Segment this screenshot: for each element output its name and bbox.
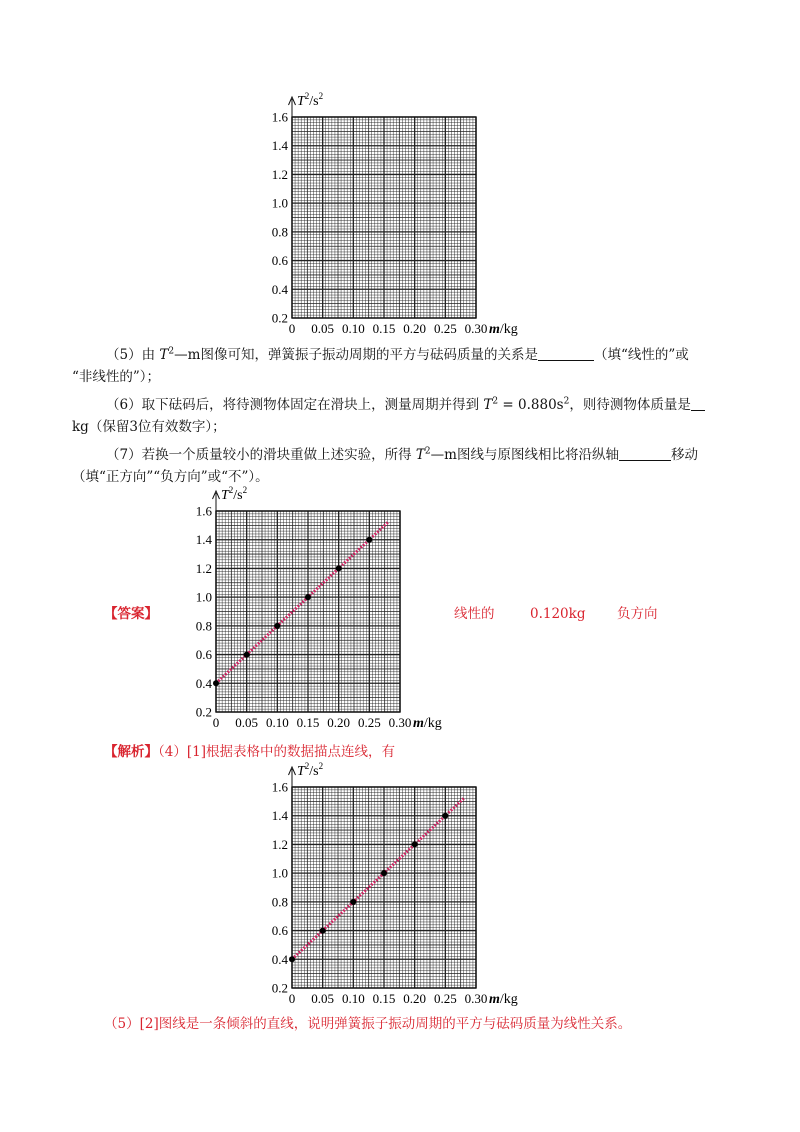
x-axis-label: m/kg — [489, 992, 518, 1007]
x-tick-label: 0.20 — [327, 715, 351, 730]
q6-value: = 0.880s — [498, 397, 564, 413]
analysis-line — [104, 742, 395, 762]
y-tick-label: 0.8 — [195, 618, 212, 634]
question-5-line-2 — [72, 367, 160, 387]
analysis-label: 【解析】 — [104, 744, 158, 760]
data-point — [336, 565, 342, 571]
q7-t-sup: 2 — [424, 446, 431, 457]
y-tick-label: 0.2 — [271, 980, 288, 996]
analysis-line-5: （5）[2]图线是一条倾斜的直线，说明弹簧振子振动周期的平方与砝码质量为线性关系。 — [104, 1016, 632, 1032]
q7-t-var: T — [415, 447, 425, 463]
graph-svg — [186, 485, 466, 731]
y-tick-label: 0.2 — [271, 310, 288, 326]
x-axis-label: m/kg — [489, 322, 518, 337]
y-tick-label: 1.4 — [271, 808, 288, 824]
q5-prefix: （5）由 — [106, 347, 160, 363]
x-tick-label: 0.15 — [372, 321, 396, 336]
q7-line2: （填“正方向”“负方向”或“不”）。 — [72, 469, 269, 485]
answer-3: 负方向 — [617, 606, 658, 622]
data-point — [213, 680, 219, 686]
question-7-line-2 — [72, 467, 269, 487]
y-tick-label: 1.0 — [195, 589, 212, 605]
graph-svg — [262, 91, 542, 337]
x-tick-label: 0.20 — [403, 321, 427, 336]
answer-2: 0.120kg — [530, 606, 586, 622]
y-axis-label: $T^2/s^2$ — [297, 91, 324, 109]
y-tick-label: 0.8 — [271, 224, 288, 240]
data-point — [274, 623, 280, 629]
q7-answer-blank[interactable] — [619, 446, 671, 461]
q7-prefix: （7）若换一个质量较小的滑块重做上述实验，所得 — [106, 447, 416, 463]
q6-t-sup: 2 — [492, 396, 499, 407]
data-point — [350, 899, 356, 905]
x-tick-label: 0.10 — [265, 715, 289, 730]
analysis-text: （4）[1]根据表格中的数据描点连线，有 — [158, 744, 395, 760]
x-tick-label: 0.25 — [357, 715, 381, 730]
y-tick-label: 1.6 — [271, 779, 288, 795]
x-tick-label: 0.15 — [372, 991, 396, 1006]
question-6-line-2 — [72, 417, 226, 437]
q6-t-var: T — [483, 397, 493, 413]
graph-analysis — [262, 761, 542, 1007]
x-tick-label: 0 — [288, 991, 296, 1006]
y-tick-label: 1.6 — [195, 503, 212, 519]
x-tick-label: 0.10 — [341, 321, 365, 336]
y-tick-label: 1.6 — [271, 109, 288, 125]
data-point — [442, 813, 448, 819]
q5-t-var: T — [159, 347, 169, 363]
x-tick-label: 0.25 — [433, 321, 457, 336]
y-tick-label: 1.2 — [271, 166, 288, 182]
q6-answer-blank[interactable] — [691, 396, 705, 411]
y-tick-label: 0.6 — [271, 253, 288, 269]
question-6-line-1 — [106, 395, 705, 415]
x-tick-label: 0.10 — [341, 991, 365, 1006]
answer-1: 线性的 — [454, 606, 495, 622]
q7-suffix: 移动 — [670, 447, 698, 463]
q6-prefix: （6）取下砝码后，将待测物体固定在滑块上，测量周期并得到 — [106, 397, 484, 413]
y-tick-label: 0.2 — [195, 704, 212, 720]
y-tick-label: 1.4 — [271, 138, 288, 154]
y-tick-label: 1.0 — [271, 195, 288, 211]
q5-t-sup: 2 — [168, 346, 175, 357]
x-tick-label: 0.05 — [311, 321, 335, 336]
q6-line2: kg（保留3位有效数字）； — [72, 419, 226, 435]
x-tick-label: 0 — [288, 321, 296, 336]
graph-blank-grid — [262, 91, 542, 337]
q6-suffix: ，则待测物体质量是 — [569, 397, 691, 413]
question-7-line-1 — [106, 445, 698, 465]
q6-value-sup: 2 — [563, 396, 570, 407]
y-tick-label: 1.2 — [195, 560, 212, 576]
y-tick-label: 1.0 — [271, 865, 288, 881]
x-tick-label: 0.20 — [403, 991, 427, 1006]
graph-svg — [262, 761, 542, 1007]
q5-line2: “非线性的”）； — [72, 369, 161, 385]
data-point — [381, 870, 387, 876]
x-tick-label: 0.30 — [464, 321, 488, 336]
graph-answer — [186, 485, 466, 731]
y-axis-label: $T^2/s^2$ — [221, 485, 248, 503]
q5-answer-blank[interactable] — [538, 346, 594, 361]
y-tick-label: 0.4 — [271, 281, 288, 297]
data-point — [305, 594, 311, 600]
y-tick-label: 1.2 — [271, 836, 288, 852]
y-tick-label: 0.8 — [271, 894, 288, 910]
answer-label: 【答案】 — [104, 606, 158, 622]
x-axis-label: m/kg — [413, 716, 442, 731]
x-tick-label: 0.30 — [464, 991, 488, 1006]
y-tick-label: 1.4 — [195, 532, 212, 548]
x-tick-label: 0.15 — [296, 715, 320, 730]
x-tick-label: 0.25 — [433, 991, 457, 1006]
y-tick-label: 0.6 — [271, 923, 288, 939]
data-point — [289, 956, 295, 962]
data-point — [320, 928, 326, 934]
data-point — [412, 841, 418, 847]
y-tick-label: 0.6 — [195, 647, 212, 663]
y-tick-label: 0.4 — [271, 951, 288, 967]
x-tick-label: 0 — [212, 715, 220, 730]
data-point — [366, 537, 372, 543]
y-tick-label: 0.4 — [195, 675, 212, 691]
x-tick-label: 0.05 — [311, 991, 335, 1006]
question-5-line-1 — [106, 345, 689, 365]
q5-mid: —m图像可知，弹簧振子振动周期的平方与砝码质量的关系是 — [174, 347, 538, 363]
x-tick-label: 0.30 — [388, 715, 412, 730]
data-point — [244, 652, 250, 658]
q7-mid: —m图线与原图线相比将沿纵轴 — [430, 447, 619, 463]
y-axis-label: $T^2/s^2$ — [297, 761, 324, 779]
q5-suffix: （填“线性的”或 — [593, 347, 689, 363]
x-tick-label: 0.05 — [235, 715, 259, 730]
